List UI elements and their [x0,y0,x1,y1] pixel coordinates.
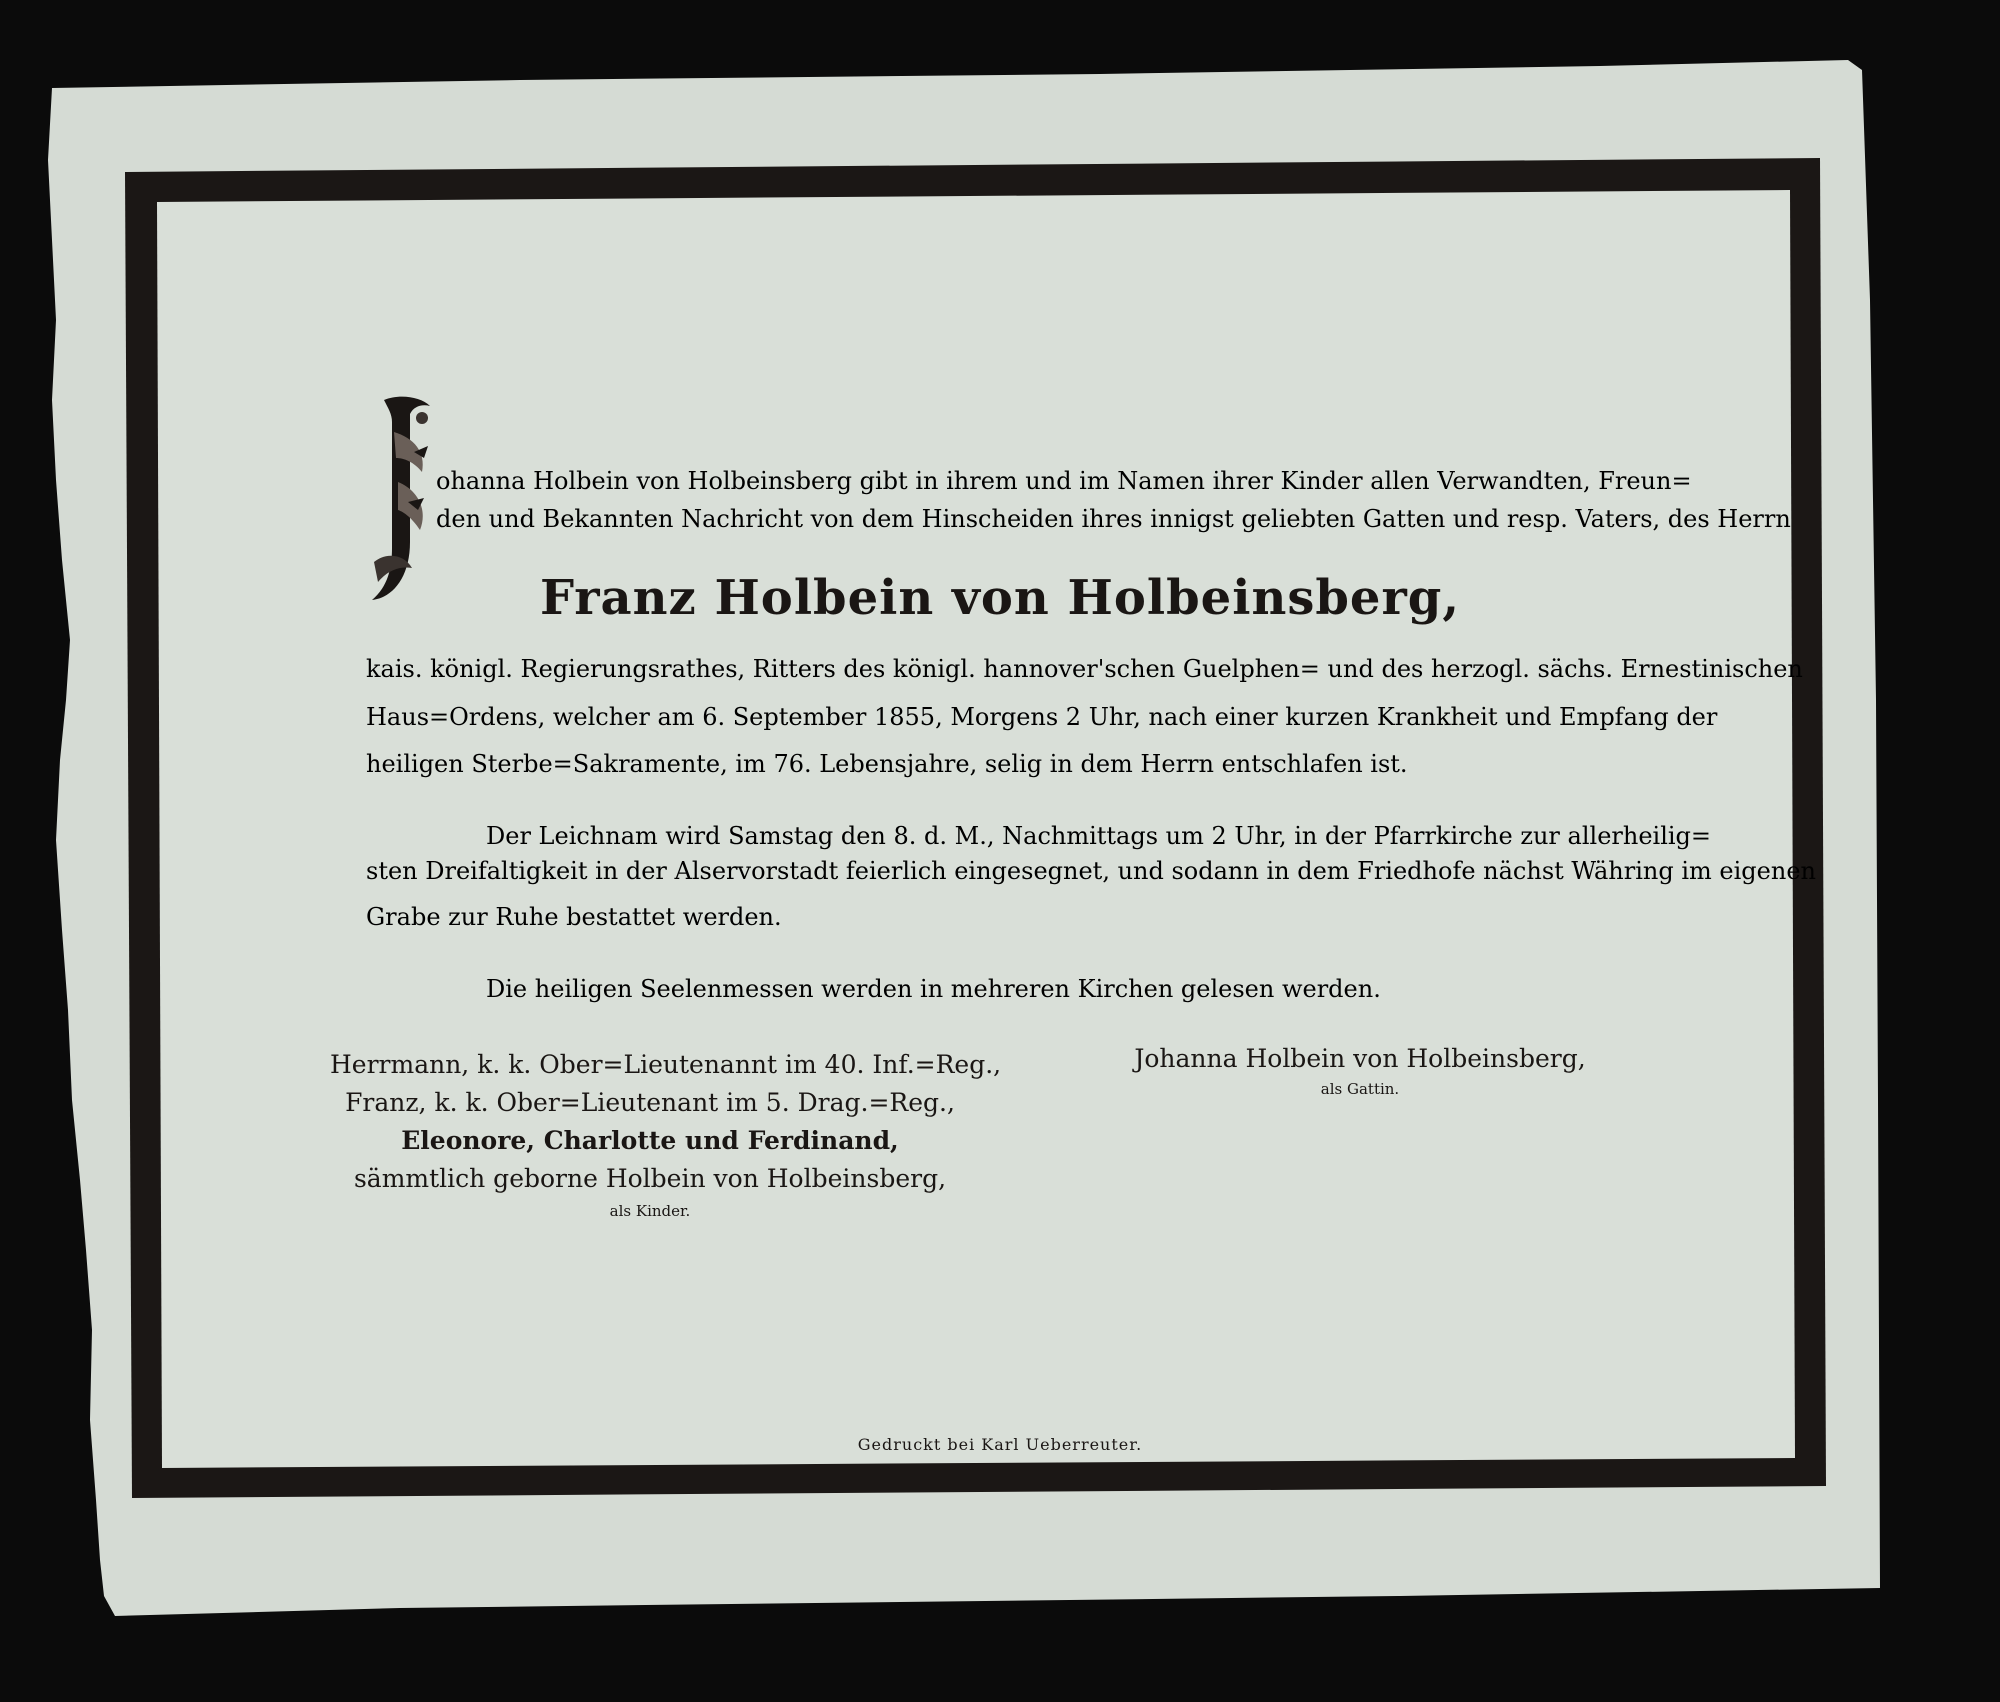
signatory-siblings: Eleonore, Charlotte und Ferdinand, [401,1126,899,1155]
signatory-surname: sämmtlich geborne Holbein von Holbeinsberg, [353,1164,947,1193]
printer-credit: Gedruckt bei Karl Ueberreuter. [857,1435,1143,1454]
signatory-children-role: als Kinder. [609,1202,691,1220]
signatory-herrmann: Herrmann, k. k. Ober=Lieutenannt im 40. Inf.=Reg., [330,1050,1002,1079]
burial-line-1: Der Leichnam wird Samstag den 8. d. M., Nachmittags um 2 Uhr, in der Pfarrkirche zur allerheilig= [486,822,1712,850]
intro-line-2: den und Bekannten Nachricht von dem Hinscheiden ihres innigst geliebten Gatten und resp. Vaters, des Herrn [436,505,1791,533]
deceased-name: Franz Holbein von Holbeinsberg, [539,570,1461,626]
masses-line: Die heiligen Seelenmessen werden in mehreren Kirchen gelesen werden. [486,975,1381,1003]
title-line-2: Haus=Ordens, welcher am 6. September 1855, Morgens 2 Uhr, nach einer kurzen Krankheit und Empfang der [366,703,1718,731]
signatory-widow: Johanna Holbein von Holbeinsberg, [1134,1044,1586,1073]
signatory-franz: Franz, k. k. Ober=Lieutenant im 5. Drag.=Reg., [345,1088,955,1117]
signatory-widow-role: als Gattin. [1320,1080,1400,1098]
burial-line-3: Grabe zur Ruhe bestattet werden. [366,903,782,931]
title-line-1: kais. königl. Regierungsrathes, Ritters des königl. hannover'schen Guelphen= und des herzogl. sächs. Ernestinischen [366,655,1803,683]
burial-line-2: sten Dreifaltigkeit in der Alservorstadt feierlich eingesegnet, und sodann in dem Friedhofe nächst Währing im eigenen [366,857,1816,885]
intro-line-1: ohanna Holbein von Holbeinsberg gibt in ihrem und im Namen ihrer Kinder allen Verwandten, Freun= [436,467,1692,495]
title-line-3: heiligen Sterbe=Sakramente, im 76. Lebensjahre, selig in dem Herrn entschlafen ist. [366,750,1408,778]
